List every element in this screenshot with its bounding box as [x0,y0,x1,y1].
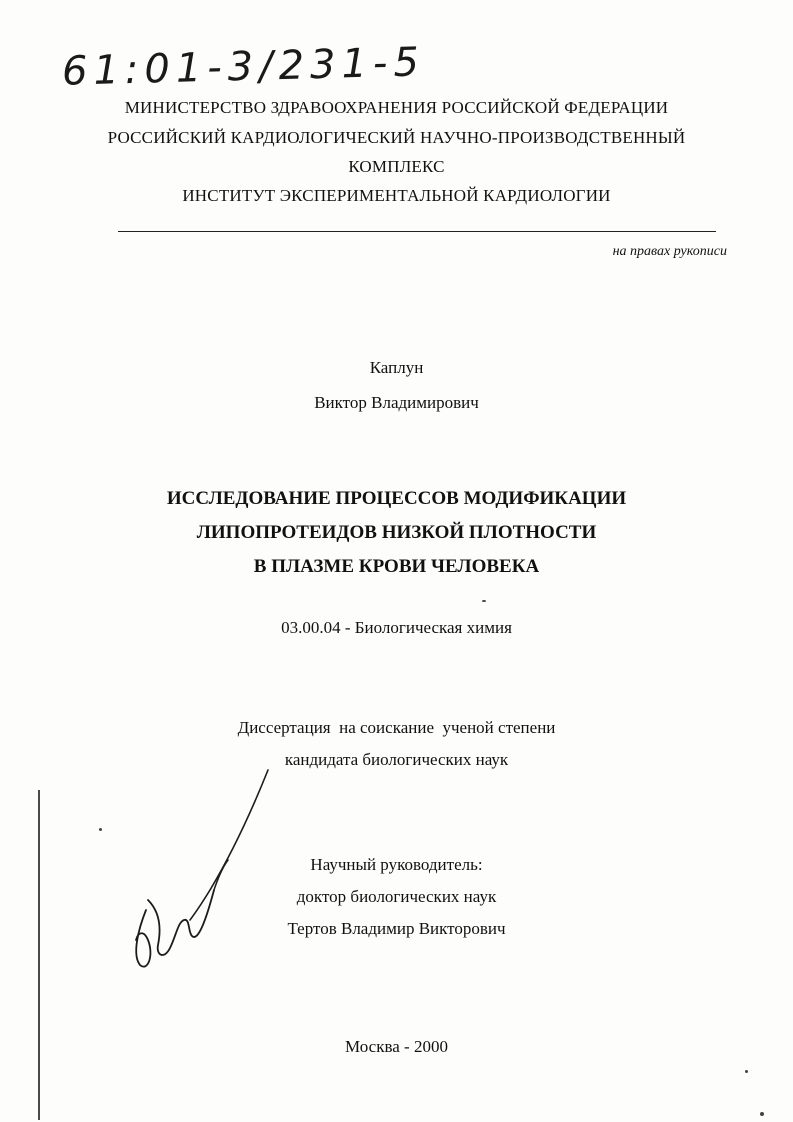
thesis-title-line2: ЛИПОПРОТЕИДОВ НИЗКОЙ ПЛОТНОСТИ [196,522,597,543]
supervisor-degree: доктор биологических наук [296,887,497,906]
scan-edge-line [38,790,40,1120]
signature-image [118,760,288,980]
supervisor-label: Научный руководитель: [310,855,483,874]
author-given-names: Виктор Владимирович [314,393,479,412]
thesis-title-line1: ИССЛЕДОВАНИЕ ПРОЦЕССОВ МОДИФИКАЦИИ [166,488,627,509]
author-surname: Каплун [369,358,424,377]
degree-line1: Диссертация на соискание ученой степени [237,718,556,737]
supervisor-name: Тертов Владимир Викторович [287,919,506,938]
thesis-title-line3: В ПЛАЗМЕ КРОВИ ЧЕЛОВЕКА [253,556,540,577]
scan-speck [745,1070,748,1073]
place-year: Москва - 2000 [345,1037,448,1056]
scan-speck [482,600,486,602]
degree-line2: кандидата биологических наук [284,750,509,769]
institute-name: ИНСТИТУТ ЭКСПЕРИМЕНТАЛЬНОЙ КАРДИОЛОГИИ [182,186,611,205]
scan-speck [99,828,102,831]
specialty-code: 03.00.04 - Биологическая химия [281,618,512,637]
archive-code-handwritten: 61:01-3/231-5 [61,39,426,95]
center-name-line1: РОССИЙСКИЙ КАРДИОЛОГИЧЕСКИЙ НАУЧНО-ПРОИЗВОДСТВЕННЫЙ [107,128,686,147]
rights-note: на правах рукописи [612,244,727,259]
ministry-name: МИНИСТЕРСТВО ЗДРАВООХРАНЕНИЯ РОССИЙСКОЙ ФЕДЕРАЦИИ [124,98,669,117]
center-name-line2: КОМПЛЕКС [348,157,445,176]
scan-speck [760,1112,764,1116]
header-divider [118,231,716,232]
